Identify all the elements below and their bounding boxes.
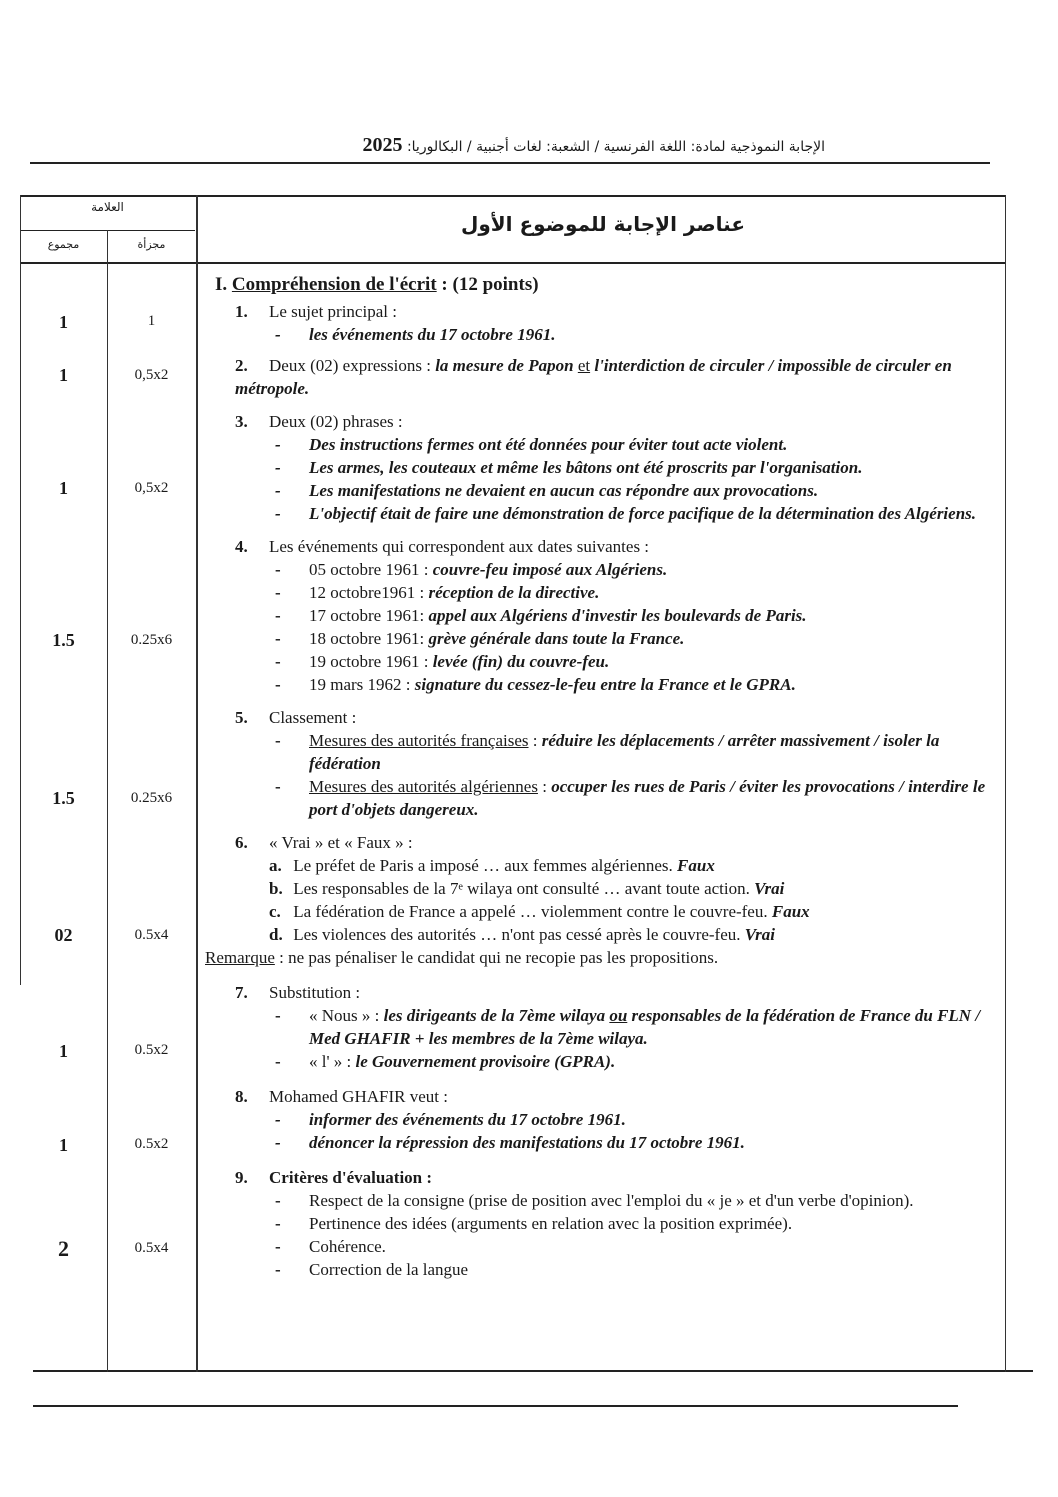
grade-column-title: العلامة [91,200,124,214]
statement-text: Le préfet de Paris a imposé … aux femmes algériennes. [293,856,673,875]
answer-a: la mesure de Papon [435,356,574,375]
answer-item: - les événements du 17 octobre 1961. [269,323,1005,346]
score-partial-q2: 0,5x2 [134,367,169,383]
question-9 [235,1166,1005,1189]
date-event-item [269,604,1005,627]
criterion-item: - Cohérence. [269,1235,1005,1258]
event-description: appel aux Algériens d'investir les boulevards de Paris. [428,606,807,625]
question-8 [235,1085,1005,1108]
question-number: 5. [235,708,248,727]
answer-content [205,273,1005,1281]
true-false-answer: Vrai [754,879,785,898]
page-header [205,134,825,162]
true-false-answer: Vrai [744,925,776,944]
question-lead: Les événements qui correspondent aux dates suivantes : [269,537,650,556]
question-number: 4. [235,537,248,556]
question-number: 2. [235,356,248,375]
answer-item: - dénoncer la répression des manifestations du 17 octobre 1961. [269,1131,1005,1154]
criterion-item: - Correction de la langue [269,1258,1005,1281]
score-total-q7: 1 [59,1041,68,1061]
statement-text: Les violences des autorités … n'ont pas cessé après le couvre-feu. [293,925,741,944]
event-date: 19 mars 1962 : [309,675,411,694]
item-letter: d. [269,925,283,944]
date-event-item [269,581,1005,604]
substitution-answer-b: responsables de la fédération de France du FLN / Med GHAFIR + les membres de la 7ème wilaya. [309,1006,981,1048]
pronoun: « l' » : [309,1052,352,1071]
substitution-answer-a: les dirigeants de la 7ème wilaya [383,1006,606,1025]
score-total-q3: 1 [59,478,68,498]
remark-label: Remarque [205,948,275,967]
answer-item: - Des instructions fermes ont été données pour éviter tout acte violent. [269,433,1005,456]
classification-answer: occuper les rues de Paris / éviter les provocations / interdire le port d'objets dangereux. [309,777,986,819]
question-1 [235,300,1005,323]
classification-label: Mesures des autorités algériennes [309,777,538,796]
score-total-q2: 1 [59,365,68,385]
event-description: levée (fin) du couvre-feu. [432,652,610,671]
classification-item [269,729,1005,775]
section-title [215,273,1005,296]
classification-answer: réduire les déplacements / arrêter massivement / isoler la fédération [309,731,940,773]
column-divider-grade-content [196,195,198,1372]
question-lead: Classement : [269,708,357,727]
table-right-border [1005,195,1006,1372]
true-false-item [269,923,1005,946]
item-letter: c. [269,902,281,921]
section-points: : (12 points) [441,274,539,295]
header-arabic-text: الإجابة النموذجية لمادة: اللغة الفرنسية / الشعبة: لغات أجنبية / البكالوريا: [406,139,825,155]
score-total-q6: 02 [54,925,73,945]
substitution-connector: ou [609,1006,628,1025]
score-partial-q4: 0.25x6 [130,632,173,648]
question-number: 3. [235,412,248,431]
score-partial-q5: 0.25x6 [130,790,173,806]
date-event-item [269,650,1005,673]
event-date: 05 octobre 1961 : [309,560,429,579]
section-name: Compréhension de l'écrit [231,274,437,295]
question-number: 6. [235,833,248,852]
score-partial-q1: 1 [147,313,156,329]
item-letter: b. [269,879,283,898]
footer-rule [33,1405,958,1407]
event-description: couvre-feu imposé aux Algériens. [432,560,668,579]
answer-item: - L'objectif était de faire une démonstration de force pacifique de la détermination des Algériens. [269,502,1005,525]
answer-b: l'interdiction de circuler / impossible de circuler en métropole. [235,356,952,398]
table-header-bottom-border [20,262,1005,264]
answer-connector: et [577,356,591,375]
question-number: 8. [235,1087,248,1106]
partial-column-header: مجزأة [137,238,166,251]
classification-separator: : [537,777,552,796]
table-bottom-border [33,1370,1033,1372]
date-event-item [269,558,1005,581]
substitution-item [269,1004,1005,1050]
event-description: grève générale dans toute la France. [428,629,685,648]
date-event-item [269,673,1005,696]
date-event-item [269,627,1005,650]
score-total-q4: 1.5 [52,630,75,650]
remark [205,946,1005,969]
score-partial-q6: 0.5x4 [134,927,169,943]
total-column-header: مجموع [47,238,80,251]
event-date: 12 octobre1961 : [309,583,425,602]
answer-item: - Les armes, les couteaux et même les bâtons ont été proscrits par l'organisation. [269,456,1005,479]
event-date: 19 octobre 1961 : [309,652,429,671]
question-lead: Substitution : [269,983,361,1002]
question-7 [235,981,1005,1004]
section-number: I. [215,274,228,295]
classification-separator: : [528,731,542,750]
score-partial-q9: 0.5x4 [134,1240,169,1256]
question-number: 9. [235,1168,248,1187]
score-total-q8: 1 [59,1135,68,1155]
item-letter: a. [269,856,282,875]
table-top-border [20,195,1005,197]
event-date: 17 octobre 1961: [309,606,425,625]
true-false-item [269,854,1005,877]
question-3 [235,410,1005,433]
statement-text: Les responsables de la 7ᵉ wilaya ont consulté … avant toute action. [293,879,750,898]
event-description: réception de la directive. [428,583,600,602]
classification-label: Mesures des autorités françaises [309,731,529,750]
question-lead: Le sujet principal : [269,302,397,321]
question-5 [235,706,1005,729]
header-rule [30,162,990,164]
true-false-answer: Faux [677,856,715,875]
answer-item: - Les manifestations ne devaient en aucun cas répondre aux provocations. [269,479,1005,502]
header-year: 2025 [362,134,403,156]
remark-text: : ne pas pénaliser le candidat qui ne recopie pas les propositions. [274,948,719,967]
question-lead: Critères d'évaluation : [269,1168,433,1187]
substitution-item [269,1050,1005,1073]
true-false-answer: Faux [771,902,810,921]
score-partial-q8: 0.5x2 [134,1136,169,1152]
score-partial-q7: 0.5x2 [134,1042,169,1058]
score-partial-q3: 0,5x2 [134,480,169,496]
substitution-answer-a: le Gouvernement provisoire (GPRA). [355,1052,616,1071]
question-lead: Deux (02) phrases : [269,412,403,431]
question-6 [235,831,1005,854]
answer-item: - informer des événements du 17 octobre 1961. [269,1108,1005,1131]
question-number: 1. [235,302,248,321]
classification-item [269,775,1005,821]
question-4 [235,535,1005,558]
event-description: signature du cessez-le-feu entre la France et le GPRA. [414,675,796,694]
score-total-q9: 2 [58,1236,69,1261]
question-lead: Deux (02) expressions : [269,356,431,375]
event-date: 18 octobre 1961: [309,629,425,648]
score-total-q1: 1 [59,312,68,332]
question-number: 7. [235,983,248,1002]
pronoun: « Nous » : [309,1006,380,1025]
criterion-item: - Respect de la consigne (prise de position avec l'emploi du « je » et d'un verbe d'opinion). [269,1189,1005,1212]
score-total-q5: 1.5 [52,788,75,808]
true-false-item [269,877,1005,900]
true-false-item [269,900,1005,923]
answer-elements-title: عناصر الإجابة للموضوع الأول [461,212,745,236]
statement-text: La fédération de France a appelé … violemment contre le couvre-feu. [293,902,768,921]
question-2 [235,354,1005,400]
question-lead: « Vrai » et « Faux » : [269,833,413,852]
question-lead: Mohamed GHAFIR veut : [269,1087,448,1106]
criterion-item: - Pertinence des idées (arguments en relation avec la position exprimée). [269,1212,1005,1235]
